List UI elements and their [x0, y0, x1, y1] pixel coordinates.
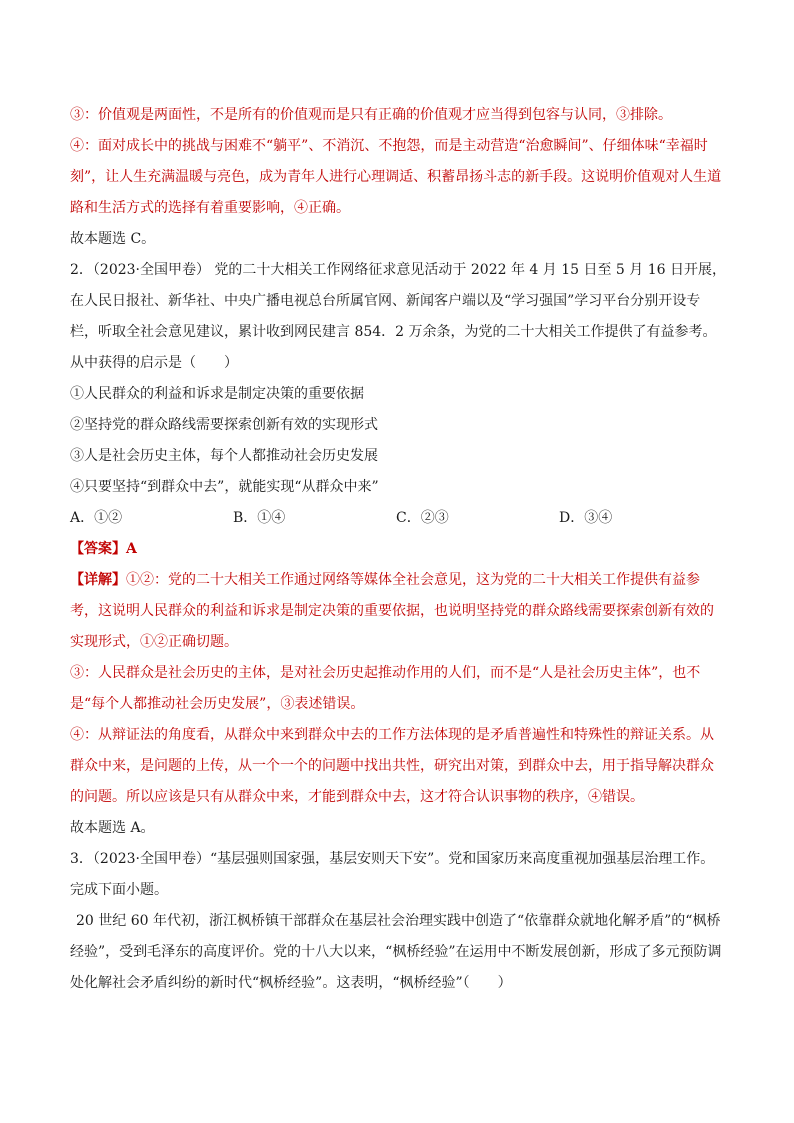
q2-option-d: D．③④ — [559, 510, 613, 526]
q2-detail-label: 【详解】 — [70, 572, 126, 588]
q2-answer-value: A — [126, 541, 137, 557]
q3-stem: 3．（2023·全国甲卷）“基层强则国家强，基层安则天下安”。党和国家历来高度重视加强基层治理工作。完成下面小题。 — [70, 851, 715, 898]
q2-detail-3: ④：从辩证法的角度看，从群众中来到群众中去的工作方法体现的是矛盾普遍性和特殊性的辩证关系。从群众中来，是问题的上传，从一个一个的问题中找出共性，研究出对策，到群众中去，用于指导解决群众的问题。所以应该是只有从群众中来，才能到群众中去，这才符合认识事物的秩序，④错误。 — [70, 727, 714, 805]
document-page — [70, 100, 726, 999]
q1-analysis-item-3: ③：价值观是两面性，不是所有的价值观而是只有正确的价值观才应当得到包容与认同，③排除。 — [70, 107, 672, 123]
q2-item-4: ④只要坚持“到群众中去”，就能实现“从群众中来” — [70, 479, 379, 495]
q2-item-3: ③人是社会历史主体，每个人都推动社会历史发展 — [70, 448, 378, 464]
q2-stem: 2．（2023·全国甲卷） 党的二十大相关工作网络征求意见活动于 2022 年 4 月 15 日至 5 月 16 日开展，在人民日报社、新华社、中央广播电视总台所属官网、新闻客户端以及“学习强国”学习平台分别开设专栏，听取全社会意见建议，累计收到网民建言 854．2 万余条，为党的二十大相关工作提供了有益参考。从中获得的启示是（ ） — [70, 262, 727, 371]
q2-detail-2: ③：人民群众是社会历史的主体，是对社会历史起推动作用的人们，而不是“人是社会历史主体”，也不是“每个人都推动社会历史发展”，③表述错误。 — [70, 665, 701, 712]
q2-conclusion: 故本题选 A。 — [70, 820, 155, 836]
q2-item-2: ②坚持党的群众路线需要探索创新有效的实现形式 — [70, 417, 378, 433]
q2-option-c: C．②③ — [396, 510, 449, 526]
q2-detail-1 — [70, 565, 726, 658]
q2-answer-label: 【答案】 — [70, 541, 126, 557]
q2-answer — [70, 534, 726, 565]
q3-material: 20 世纪 60 年代初，浙江枫桥镇干部群众在基层社会治理实践中创造了“依靠群众就地化解矛盾”的“枫桥经验”，受到毛泽东的高度评价。党的十八大以来，“枫桥经验”在运用中不断发展创新，形成了多元预防调处化解社会矛盾纠纷的新时代“枫桥经验”。这表明，“枫桥经验”（ ） — [70, 913, 722, 991]
q1-analysis-item-4: ④：面对成长中的挑战与困难不“躺平”、不消沉、不抱怨，而是主动营造“治愈瞬间”、仔细体味“幸福时刻”，让人生充满温暖与亮色，成为青年人进行心理调适、积蓄昂扬斗志的新手段。这说明价值观对人生道路和生活方式的选择有着重要影响，④正确。 — [70, 138, 722, 216]
q2-detail-1-text: ①②：党的二十大相关工作通过网络等媒体全社会意见，这为党的二十大相关工作提供有益参考，这说明人民群众的利益和诉求是制定决策的重要依据，也说明坚持党的群众路线需要探索创新有效的实现形式，①②正确切题。 — [70, 572, 714, 650]
q2-option-a: A．①② — [70, 510, 123, 526]
q1-conclusion: 故本题选 C。 — [70, 231, 156, 247]
q2-option-b: B．①④ — [233, 510, 286, 526]
q2-item-1: ①人民群众的利益和诉求是制定决策的重要依据 — [70, 386, 364, 402]
q2-options — [70, 503, 726, 534]
